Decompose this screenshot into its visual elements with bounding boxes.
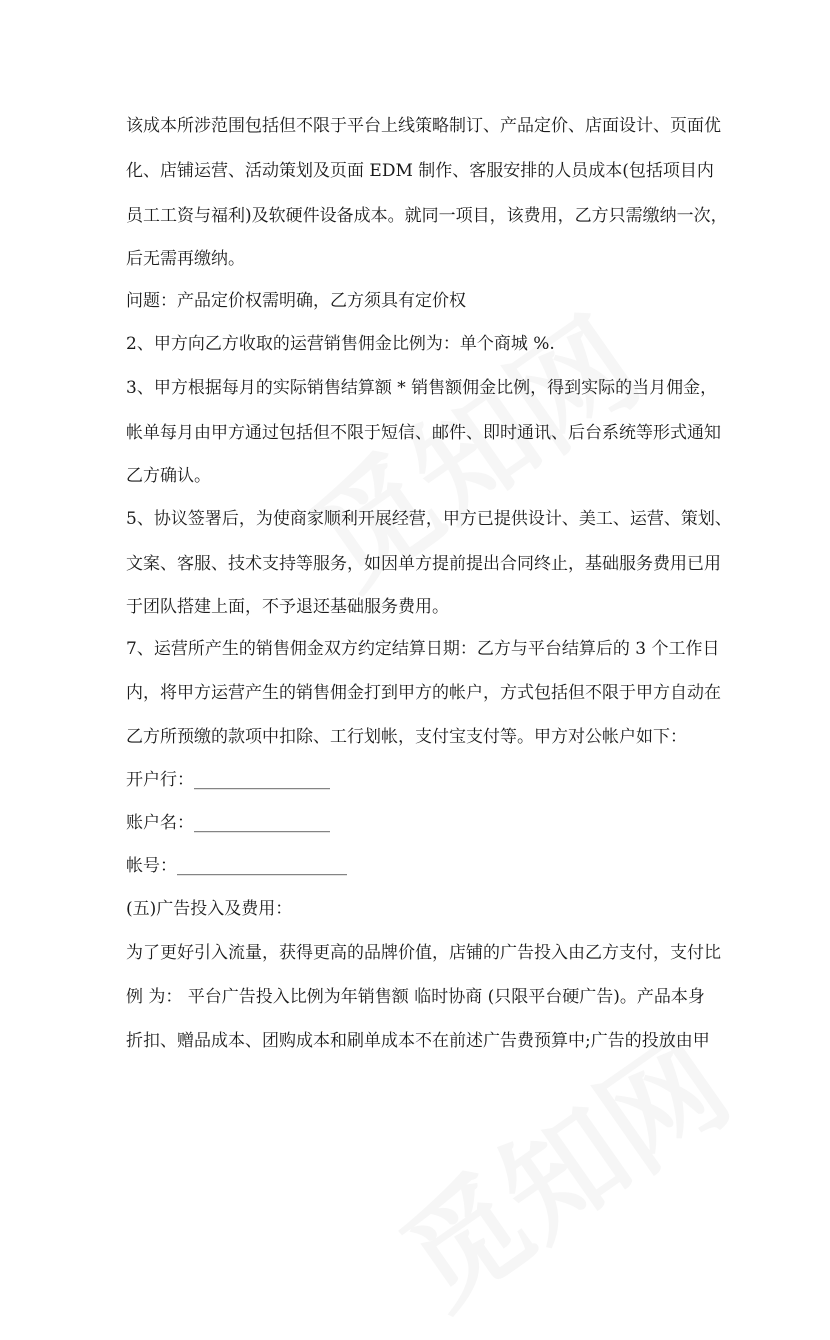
text-line: 开户行：________________ <box>126 770 330 790</box>
text-line: 问题：产品定价权需明确，乙方须具有定价权 <box>126 291 466 311</box>
text-line: 内，将甲方运营产生的销售佣金打到甲方的帐户，方式包括但不限于甲方自动在 <box>126 683 721 703</box>
text-line: 帐单每月由甲方通过包括但不限于短信、邮件、即时通讯、后台系统等形式通知 <box>126 423 721 443</box>
text-line: 文案、客服、技术支持等服务，如因单方提前提出合同终止，基础服务费用已用 <box>126 554 721 574</box>
text-line: 化、店铺运营、活动策划及页面 EDM 制作、客服安排的人员成本(包括项目内 <box>126 161 714 181</box>
text-line: 后无需再缴纳。 <box>126 249 245 269</box>
text-line: 例 为： 平台广告投入比例为年销售额 临时协商 (只限平台硬广告)。产品本身 <box>126 987 705 1007</box>
section-heading: (五)广告投入及费用： <box>126 899 293 919</box>
text-line: 3、甲方根据每月的实际销售结算额 * 销售额佣金比例，得到实际的当月佣金， <box>126 378 718 398</box>
text-line: 折扣、赠品成本、团购成本和刷单成本不在前述广告费预算中;广告的投放由甲 <box>126 1031 710 1051</box>
text-line: 为了更好引入流量，获得更高的品牌价值，店铺的广告投入由乙方支付，支付比 <box>126 943 721 963</box>
text-line: 乙方确认。 <box>126 466 211 486</box>
text-line: 7、运营所产生的销售佣金双方约定结算日期：乙方与平台结算后的 3 个工作日 <box>126 639 720 659</box>
text-line: 乙方所预缴的款项中扣除、工行划帐，支付宝支付等。甲方对公帐户如下： <box>126 727 687 747</box>
text-line: 该成本所涉范围包括但不限于平台上线策略制订、产品定价、店面设计、页面优 <box>126 116 721 136</box>
text-line: 于团队搭建上面，不予退还基础服务费用。 <box>126 597 449 617</box>
text-line: 帐号：____________________ <box>126 856 347 876</box>
text-line: 5、协议签署后，为使商家顺利开展经营，甲方已提供设计、美工、运营、策划、 <box>126 509 732 529</box>
text-line: 2、甲方向乙方收取的运营销售佣金比例为：单个商城 %. <box>126 334 555 354</box>
text-line: 员工工资与福利)及软硬件设备成本。就同一项目，该费用，乙方只需缴纳一次， <box>126 206 728 226</box>
text-line: 账户名：________________ <box>126 813 330 833</box>
